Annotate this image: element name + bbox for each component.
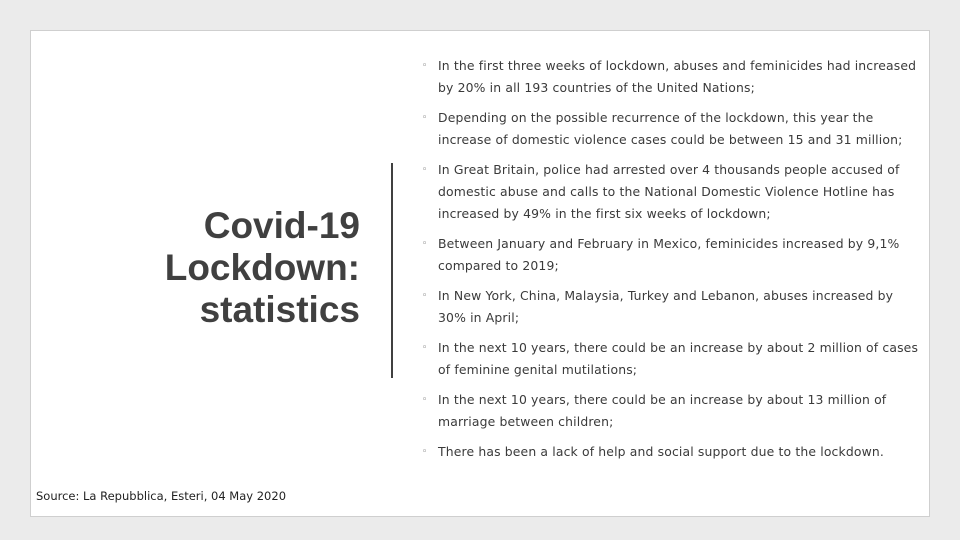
source-citation: Source: La Repubblica, Esteri, 04 May 2020 bbox=[36, 489, 287, 503]
title-line-2: Lockdown: bbox=[164, 247, 360, 288]
bullet-item bbox=[422, 441, 922, 463]
bullet-marker-icon: ◦ bbox=[422, 343, 428, 353]
title-line-3: statistics bbox=[199, 289, 360, 330]
bullet-marker-icon: ◦ bbox=[422, 113, 428, 123]
bullet-text: In Great Britain, police had arrested over 4 thousands people accused of domestic abuse and calls to the National Domestic Violence Hotline has increased by 49% in the first six weeks of lockdown; bbox=[438, 162, 900, 221]
title-line-1: Covid-19 bbox=[203, 205, 360, 246]
bullet-marker-icon: ◦ bbox=[422, 61, 428, 71]
bullet-item bbox=[422, 159, 922, 225]
bullet-marker-icon: ◦ bbox=[422, 447, 428, 457]
bullet-marker-icon: ◦ bbox=[422, 239, 428, 249]
statistics-bullet-list bbox=[422, 55, 922, 471]
bullet-item bbox=[422, 107, 922, 151]
bullet-marker-icon: ◦ bbox=[422, 395, 428, 405]
vertical-divider bbox=[391, 163, 393, 378]
bullet-text: Depending on the possible recurrence of the lockdown, this year the increase of domestic violence cases could be between 15 and 31 million; bbox=[438, 110, 903, 147]
bullet-text: In the next 10 years, there could be an increase by about 13 million of marriage between children; bbox=[438, 392, 887, 429]
bullet-text: In the first three weeks of lockdown, abuses and feminicides had increased by 20% in all 193 countries of the United Nations; bbox=[438, 58, 917, 95]
bullet-item bbox=[422, 233, 922, 277]
bullet-item bbox=[422, 389, 922, 433]
bullet-item bbox=[422, 337, 922, 381]
bullet-item bbox=[422, 55, 922, 99]
bullet-text: Between January and February in Mexico, feminicides increased by 9,1% compared to 2019; bbox=[438, 236, 900, 273]
bullet-text: There has been a lack of help and social support due to the lockdown. bbox=[438, 444, 884, 459]
bullet-text: In New York, China, Malaysia, Turkey and Lebanon, abuses increased by 30% in April; bbox=[438, 288, 894, 325]
slide-title bbox=[80, 205, 360, 331]
bullet-marker-icon: ◦ bbox=[422, 291, 428, 301]
bullet-text: In the next 10 years, there could be an increase by about 2 million of cases of feminine genital mutilations; bbox=[438, 340, 919, 377]
bullet-item bbox=[422, 285, 922, 329]
bullet-marker-icon: ◦ bbox=[422, 165, 428, 175]
